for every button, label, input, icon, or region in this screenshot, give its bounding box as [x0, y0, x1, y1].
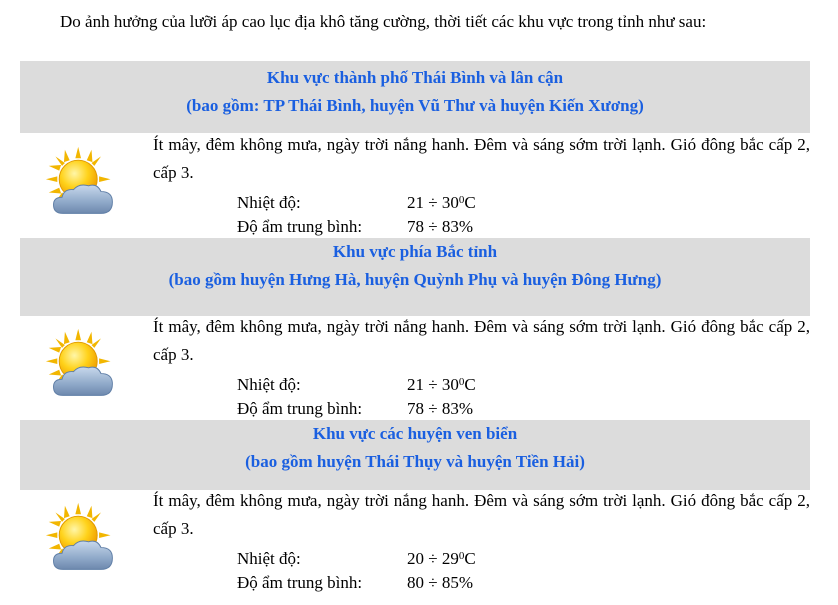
- region-forecast: [20, 487, 810, 597]
- region-title: Khu vực phía Bắc tỉnh: [332, 242, 498, 261]
- intro-paragraph: Do ảnh hưởng của lưỡi áp cao lục địa khô tăng cường, thời tiết các khu vực trong tỉnh như sau:: [60, 12, 707, 31]
- humidity-row: [237, 395, 473, 423]
- temperature-label: Nhiệt độ:: [237, 193, 301, 212]
- humidity-value: 80 ÷ 85%: [407, 573, 473, 592]
- region-title: Khu vực thành phố Thái Bình và lân cận: [266, 68, 564, 87]
- region-subtitle: (bao gồm huyện Hưng Hà, huyện Quỳnh Phụ và huyện Đông Hưng): [168, 270, 662, 289]
- forecast-description: Ít mây, đêm không mưa, ngày trời nắng hanh. Đêm và sáng sớm trời lạnh. Gió đông bắc cấp 2, cấp 3.: [153, 135, 810, 182]
- temperature-label: Nhiệt độ:: [237, 375, 301, 394]
- sun-behind-cloud-icon: [44, 145, 120, 221]
- region-header: [20, 420, 810, 490]
- region-header: [20, 61, 810, 133]
- humidity-label: Độ ẩm trung bình:: [237, 217, 363, 236]
- temperature-value: $21 \div 30^0C$: [407, 375, 476, 394]
- humidity-value: 78 ÷ 83%: [407, 217, 473, 236]
- region-forecast: [20, 313, 810, 421]
- temperature-label: Nhiệt độ:: [237, 549, 301, 568]
- humidity-row: [237, 569, 473, 597]
- region-subtitle: (bao gồm huyện Thái Thụy và huyện Tiền Hải): [245, 452, 585, 471]
- forecast-description: Ít mây, đêm không mưa, ngày trời nắng hanh. Đêm và sáng sớm trời lạnh. Gió đông bắc cấp 2, cấp 3.: [153, 491, 810, 538]
- region-subtitle: (bao gồm: TP Thái Bình, huyện Vũ Thư và huyện Kiến Xương): [186, 96, 644, 115]
- temperature-value: $20 \div 29^0C$: [407, 549, 476, 568]
- region-header: [20, 238, 810, 316]
- region-forecast: [20, 131, 810, 239]
- forecast-description: Ít mây, đêm không mưa, ngày trời nắng hanh. Đêm và sáng sớm trời lạnh. Gió đông bắc cấp 2, cấp 3.: [153, 317, 810, 364]
- humidity-label: Độ ẩm trung bình:: [237, 399, 363, 418]
- humidity-row: [237, 213, 473, 241]
- region-title: Khu vực các huyện ven biển: [312, 424, 518, 443]
- humidity-label: Độ ẩm trung bình:: [237, 573, 363, 592]
- humidity-value: 78 ÷ 83%: [407, 399, 473, 418]
- sun-behind-cloud-icon: [44, 327, 120, 403]
- sun-behind-cloud-icon: [44, 501, 120, 577]
- temperature-value: $21 \div 30^0C$: [407, 193, 476, 212]
